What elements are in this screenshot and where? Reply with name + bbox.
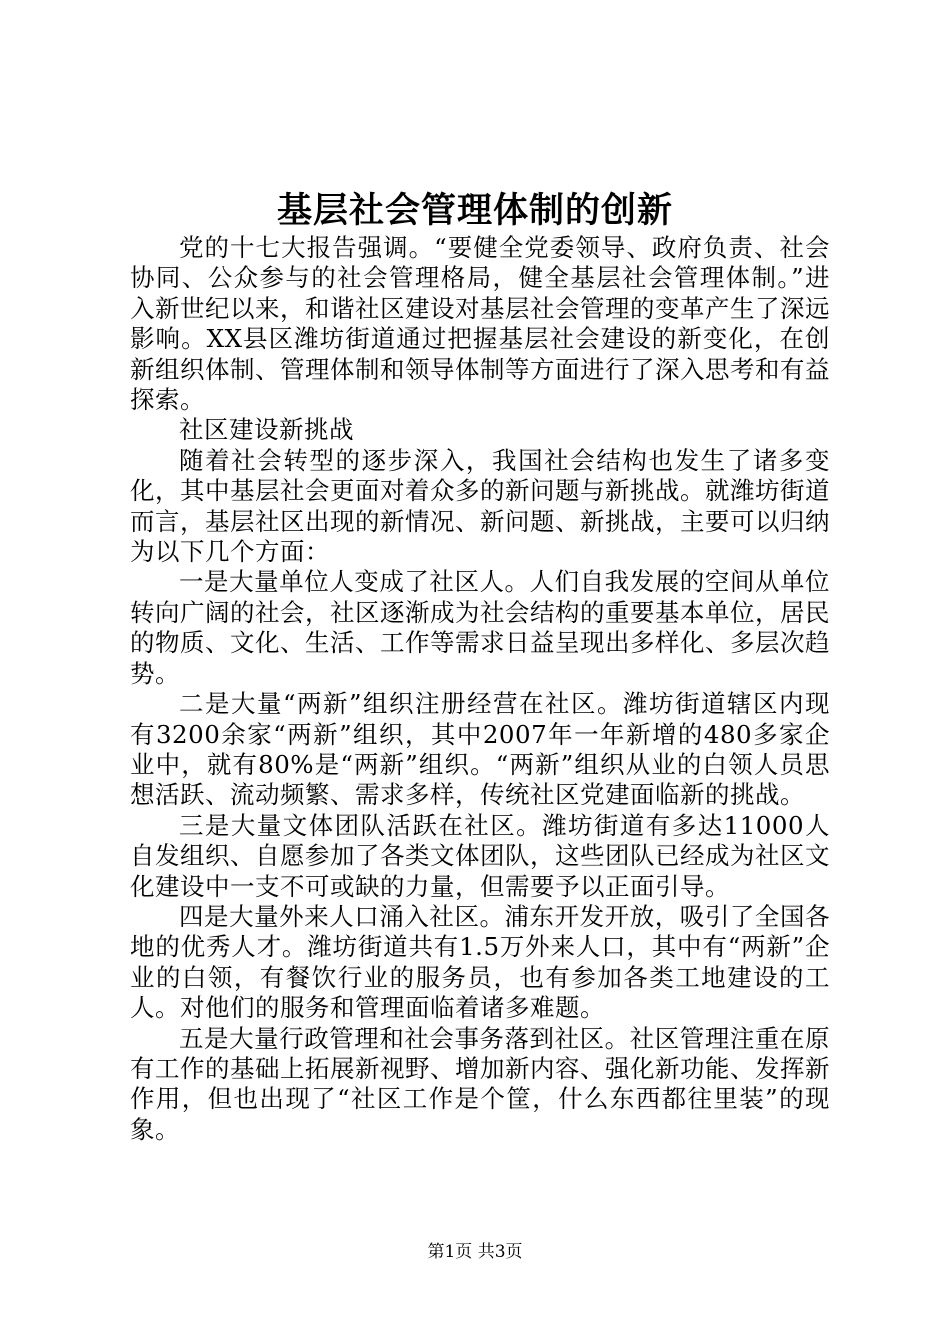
paragraph-intro: 党的十七大报告强调。“要健全党委领导、政府负责、社会协同、公众参与的社会管理格局，健全基层社会管理体制。”进入新世纪以来，和谐社区建设对基层社会管理的变革产生了深远影响。XX县区潍坊街道通过把握基层社会建设的新变化，在创新组织体制、管理体制和领导体制等方面进行了深入思考和有益探索。 — [130, 233, 830, 415]
document-body — [130, 233, 830, 1145]
paragraph-point-3: 三是大量文体团队活跃在社区。潍坊街道有多达11000人自发组织、自愿参加了各类文体团队，这些团队已经成为社区文化建设中一支不可或缺的力量，但需要予以正面引导。 — [130, 810, 830, 901]
paragraph-point-2: 二是大量“两新”组织注册经营在社区。潍坊街道辖区内现有3200余家“两新”组织，其中2007年一年新增的480多家企业中，就有80%是“两新”组织。“两新”组织从业的白领人员思想活跃、流动频繁、需求多样，传统社区党建面临新的挑战。 — [130, 689, 830, 810]
document-title: 基层社会管理体制的创新 — [276, 190, 673, 231]
paragraph-challenges: 随着社会转型的逐步深入，我国社会结构也发生了诸多变化，其中基层社会更面对着众多的新问题与新挑战。就潍坊街道而言，基层社区出现的新情况、新问题、新挑战，主要可以归纳为以下几个方面： — [130, 445, 830, 567]
paragraph-point-4: 四是大量外来人口涌入社区。浦东开发开放，吸引了全国各地的优秀人才。潍坊街道共有1.5万外来人口，其中有“两新”企业的白领，有餐饮行业的服务员，也有参加各类工地建设的工人。对他们的服务和管理面临着诸多难题。 — [130, 901, 830, 1023]
paragraph-point-1: 一是大量单位人变成了社区人。人们自我发展的空间从单位转向广阔的社会，社区逐渐成为社会结构的重要基本单位，居民的物质、文化、生活、工作等需求日益呈现出多样化、多层次趋势。 — [130, 567, 830, 688]
page-footer: 第1页 共3页 — [427, 1242, 523, 1262]
paragraph-point-5: 五是大量行政管理和社会事务落到社区。社区管理注重在原有工作的基础上拓展新视野、增加新内容、强化新功能、发挥新作用，但也出现了“社区工作是个筐，什么东西都往里装”的现象。 — [130, 1023, 830, 1144]
section-heading: 社区建设新挑战 — [179, 415, 354, 445]
